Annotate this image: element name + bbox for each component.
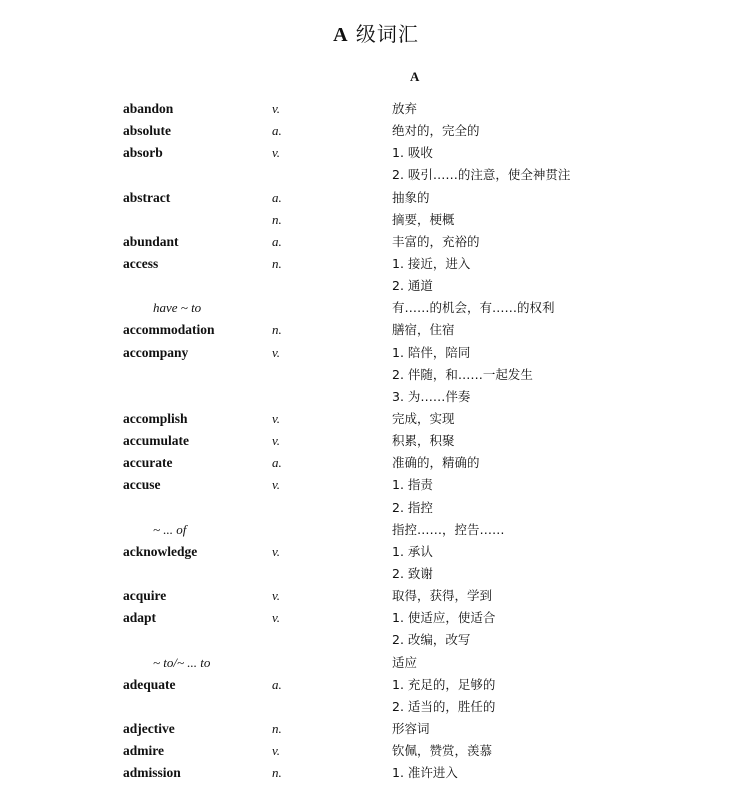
vocabulary-entry [0,474,752,496]
entry-word: abandon [123,101,174,116]
entry-part-of-speech: v. [272,477,281,493]
entry-meaning: 1. 准许进入 [392,765,458,781]
vocabulary-entry [0,718,752,740]
entry-meaning: 适应 [392,654,418,670]
vocabulary-entry [0,98,752,120]
entry-part-of-speech: a. [272,189,282,205]
entry-word: adjective [123,720,175,736]
vocabulary-entry [0,164,752,186]
entry-meaning: 2. 适当的，胜任的 [392,698,496,714]
entry-meaning: 2. 致谢 [392,565,433,581]
entry-meaning: 钦佩，赞赏，羡慕 [392,743,493,759]
vocabulary-entry [0,187,752,209]
entry-word: acknowledge [123,543,198,559]
entry-meaning: 1. 指责 [392,477,433,493]
vocabulary-entry [0,342,752,364]
vocabulary-entry [0,629,752,651]
vocabulary-entry [0,541,752,563]
entry-meaning: 1. 承认 [392,543,433,559]
entry-part-of-speech: n. [272,211,282,227]
entry-word: accurate [123,455,173,471]
entry-word: abstract [123,189,171,205]
vocabulary-entry [0,297,752,319]
vocabulary-entry [0,497,752,519]
entry-phrase: ~ ... of [153,521,187,537]
vocabulary-entry [0,519,752,541]
entry-meaning: 抽象的 [392,189,430,205]
entry-meaning: 积累，积聚 [392,433,455,449]
entry-meaning: 指控……，控告…… [392,521,505,537]
entry-word: absolute [123,123,172,139]
page-title-text: 级词汇 [355,22,419,46]
entry-word: accomplish [123,410,188,426]
vocabulary-entry [0,740,752,762]
entry-word: accuse [123,477,161,493]
entry-word: adapt [123,610,157,626]
entry-meaning: 1. 吸收 [392,145,433,161]
entry-meaning: 2. 伴随，和……一起发生 [392,366,533,382]
entry-meaning: 准确的，精确的 [392,455,480,471]
entry-word: accumulate [123,433,189,449]
entry-word: admire [123,743,164,759]
entry-word: absorb [123,145,163,161]
entry-part-of-speech: n. [272,322,282,338]
entry-word: acquire [123,588,167,604]
vocabulary-entry [0,386,752,408]
entry-part-of-speech: a. [272,233,282,249]
entry-word: adequate [123,676,176,692]
entry-word: admission [123,765,181,781]
entry-part-of-speech: v. [272,743,281,759]
entry-meaning: 1. 陪伴，陪同 [392,344,471,360]
entry-part-of-speech: v. [272,145,281,161]
entry-phrase: ~ to/~ ... to [153,654,211,670]
entry-meaning: 1. 使适应，使适合 [392,610,496,626]
entry-part-of-speech: v. [272,101,281,116]
entry-meaning: 丰富的，充裕的 [392,233,480,249]
entry-word: accommodation [123,322,215,338]
vocabulary-entry [0,652,752,674]
vocabulary-entry [0,319,752,341]
entry-meaning: 完成，实现 [392,410,455,426]
vocabulary-entry [0,563,752,585]
entry-meaning: 2. 通道 [392,278,433,294]
entry-word: accompany [123,344,189,360]
entry-part-of-speech: a. [272,123,282,139]
entry-part-of-speech: a. [272,455,282,471]
entry-meaning: 有……的机会，有……的权利 [392,300,555,316]
entry-meaning: 放弃 [392,101,418,116]
entry-meaning: 膳宿，住宿 [392,322,455,338]
vocabulary-entry [0,253,752,275]
entry-word: abundant [123,233,179,249]
vocabulary-entry [0,364,752,386]
vocabulary-entry [0,408,752,430]
vocabulary-entry [0,142,752,164]
entry-meaning: 2. 吸引……的注意，使全神贯注 [392,167,571,183]
entry-meaning: 1. 接近，进入 [392,255,471,271]
entry-part-of-speech: v. [272,610,281,626]
vocabulary-entry [0,275,752,297]
entry-part-of-speech: v. [272,410,281,426]
vocabulary-list [0,98,752,784]
entry-part-of-speech: v. [272,344,281,360]
vocabulary-entry [0,607,752,629]
entry-part-of-speech: v. [272,588,281,604]
entry-meaning: 取得，获得，学到 [392,588,493,604]
entry-part-of-speech: n. [272,765,282,781]
entry-part-of-speech: n. [272,720,282,736]
vocabulary-entry [0,209,752,231]
entry-meaning: 形容词 [392,720,430,736]
entry-meaning: 绝对的，完全的 [392,123,480,139]
vocabulary-entry [0,452,752,474]
vocabulary-entry [0,120,752,142]
vocabulary-entry [0,762,752,784]
page-title-level: A [333,24,349,46]
section-letter: A [410,69,420,84]
vocabulary-entry [0,674,752,696]
entry-phrase: have ~ to [153,300,202,316]
entry-part-of-speech: a. [272,676,282,692]
vocabulary-entry [0,585,752,607]
entry-meaning: 摘要，梗概 [392,211,455,227]
entry-part-of-speech: n. [272,255,282,271]
entry-part-of-speech: v. [272,543,281,559]
vocabulary-entry [0,231,752,253]
vocabulary-entry [0,696,752,718]
vocabulary-entry [0,430,752,452]
entry-meaning: 2. 指控 [392,499,433,515]
entry-meaning: 1. 充足的，足够的 [392,676,496,692]
entry-word: access [123,255,159,271]
page-title [0,18,752,47]
entry-meaning: 3. 为……伴奏 [392,388,471,404]
entry-meaning: 2. 改编，改写 [392,632,471,648]
entry-part-of-speech: v. [272,433,281,449]
